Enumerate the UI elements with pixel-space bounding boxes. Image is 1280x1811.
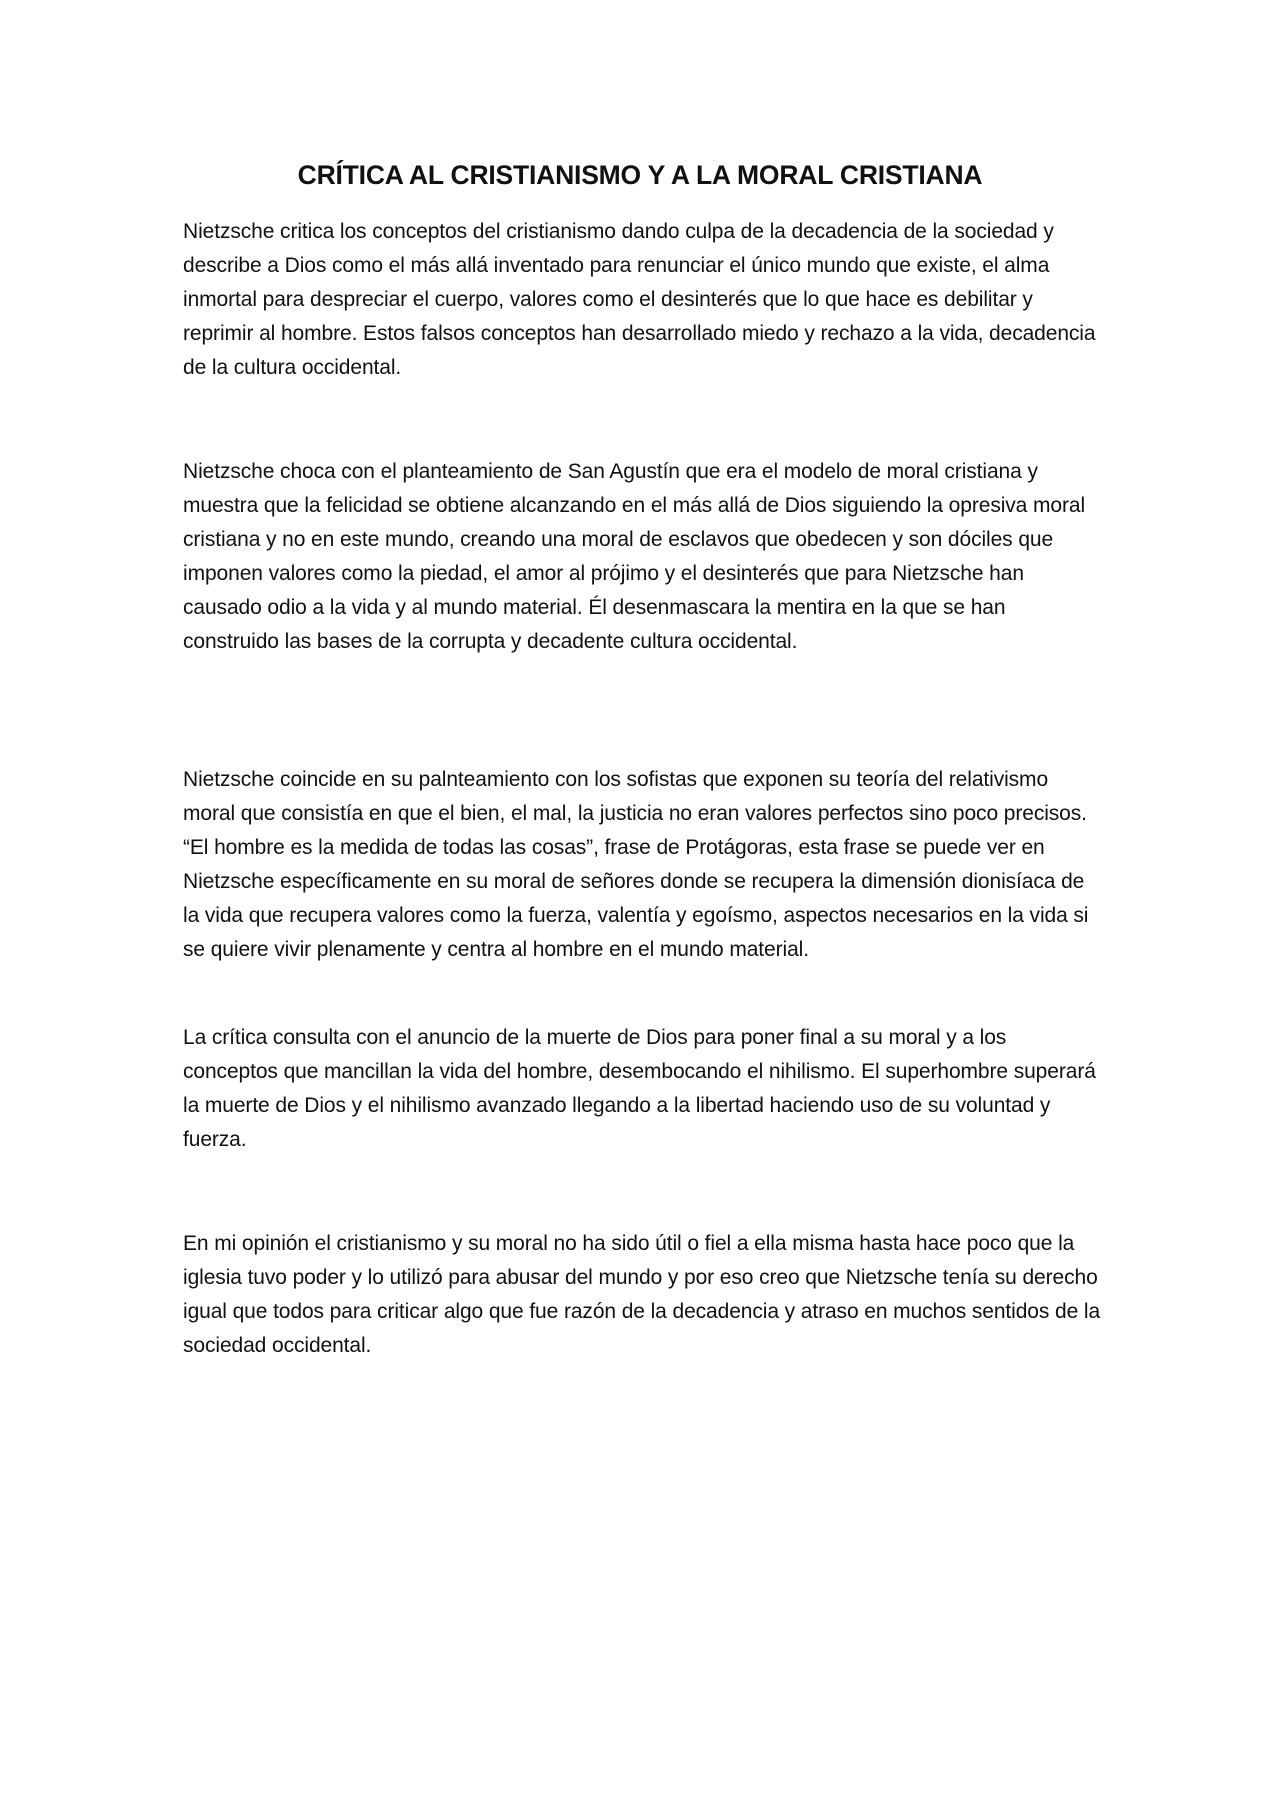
paragraph-4: La crítica consulta con el anuncio de la muerte de Dios para poner final a su moral y a los conceptos que mancillan la vida del hombre, desembocando el nihilismo. El superhombre superará la muerte de Dios y el nihilismo avanzado llegando a la libertad haciendo uso de su voluntad y fuerza. [183, 1026, 1096, 1151]
paragraph-1: Nietzsche critica los conceptos del cristianismo dando culpa de la decadencia de la sociedad y describe a Dios como el más allá inventado para renunciar el único mundo que existe, el alma inmortal para despreciar el cuerpo, valores como el desinterés que lo que hace es debilitar y reprimir al hombre. Estos falsos conceptos han desarrollado miedo y rechazo a la vida, decadencia de la cultura occidental. [183, 220, 1096, 379]
paragraph-3: Nietzsche coincide en su palnteamiento con los sofistas que exponen su teoría del relativismo moral que consistía en que el bien, el mal, la justicia no eran valores perfectos sino poco precisos. “El hombre es la medida de todas las cosas”, frase de Protágoras, esta frase se puede ver en Nietzsche específicamente en su moral de señores donde se recupera la dimensión dionisíaca de la vida que recupera valores como la fuerza, valentía y egoísmo, aspectos necesarios en la vida si se quiere vivir plenamente y centra al hombre en el mundo material. [183, 768, 1089, 961]
document-title: CRÍTICA AL CRISTIANISMO Y A LA MORAL CRISTIANA [297, 160, 983, 190]
paragraph-5: En mi opinión el cristianismo y su moral no ha sido útil o fiel a ella misma hasta hace poco que la iglesia tuvo poder y lo utilizó para abusar del mundo y por eso creo que Nietzsche tenía su derecho igual que todos para criticar algo que fue razón de la decadencia y atraso en muchos sentidos de la sociedad occidental. [183, 1232, 1101, 1357]
paragraph-2: Nietzsche choca con el planteamiento de San Agustín que era el modelo de moral cristiana y muestra que la felicidad se obtiene alcanzando en el más allá de Dios siguiendo la opresiva moral cristiana y no en este mundo, creando una moral de esclavos que obedecen y son dóciles que imponen valores como la piedad, el amor al prójimo y el desinterés que para Nietzsche han causado odio a la vida y al mundo material. Él desenmascara la mentira en la que se han construido las bases de la corrupta y decadente cultura occidental. [183, 460, 1086, 653]
